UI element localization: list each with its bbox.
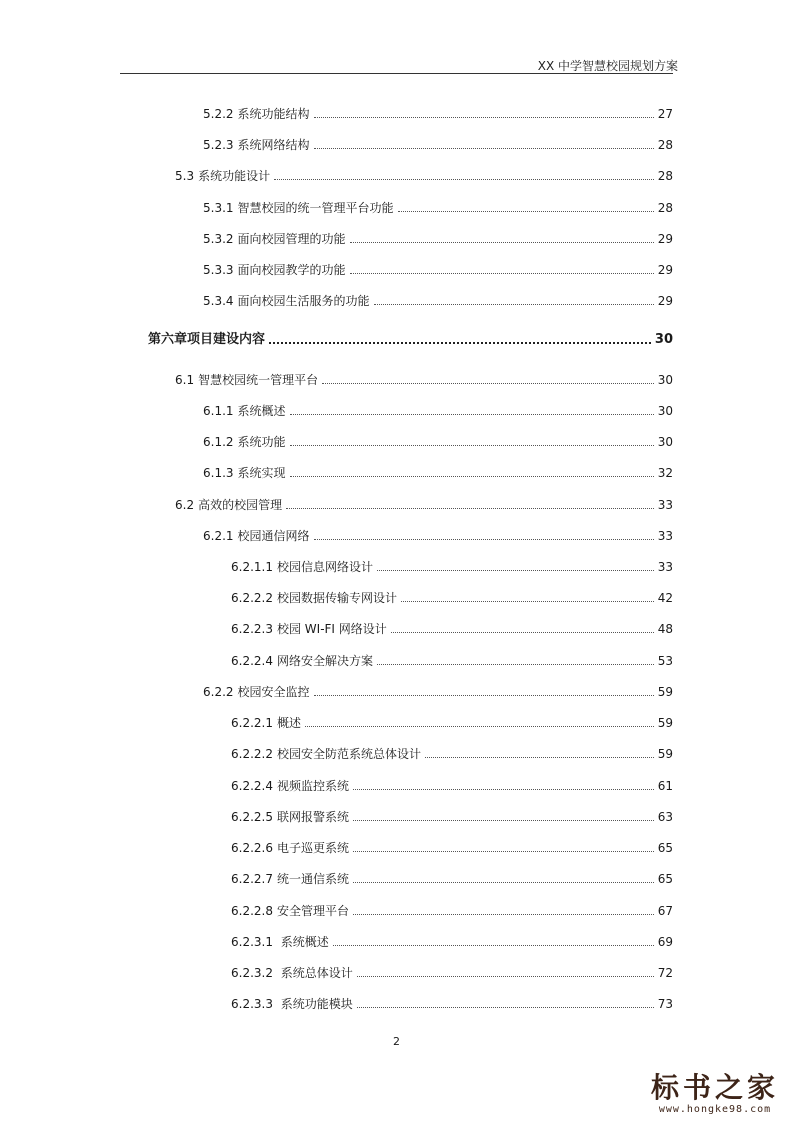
dot-leader (305, 726, 654, 727)
dot-leader (357, 976, 654, 977)
toc-entry-title: 系统功能 (237, 435, 286, 449)
toc-entry[interactable] (203, 525, 673, 543)
toc-entry-title: 高效的校园管理 (198, 498, 283, 512)
toc-entry-page: 65 (657, 872, 673, 886)
toc-entry[interactable] (231, 900, 673, 918)
toc-entry-page: 59 (657, 747, 673, 761)
toc-entry-page: 28 (657, 201, 673, 215)
dot-leader (353, 820, 654, 821)
toc-entry-number: 6.2.1 (203, 529, 234, 543)
dot-leader (425, 757, 654, 758)
dot-leader (377, 570, 654, 571)
dot-leader (290, 445, 654, 446)
toc-entry[interactable] (231, 650, 673, 668)
toc-entry-number: 6.2.3.1 (231, 935, 273, 949)
toc-entry[interactable] (231, 618, 673, 636)
toc-entry[interactable] (203, 103, 673, 121)
toc-entry-page: 29 (657, 232, 673, 246)
toc-entry-title: 校园安全防范系统总体设计 (276, 747, 421, 761)
dot-leader (322, 383, 654, 384)
toc-entry-number: 6.2.2.8 (231, 904, 273, 918)
toc-entry-title: 安全管理平台 (276, 904, 349, 918)
toc-entry-title: 联网报警系统 (276, 810, 349, 824)
toc-entry-page: 30 (657, 373, 673, 387)
toc-entry-title: 视频监控系统 (276, 779, 349, 793)
toc-entry-title: 第六章项目建设内容 (148, 332, 266, 347)
toc-entry-title: 系统功能模块 (276, 997, 353, 1011)
toc-entry-page: 69 (657, 935, 673, 949)
toc-entry-title: 校园信息网络设计 (276, 560, 373, 574)
toc-entry-number: 6.2.2.7 (231, 872, 273, 886)
toc-entry-title: 校园安全监控 (237, 685, 310, 699)
toc-entry-number: 6.1.1 (203, 404, 234, 418)
toc-entry-title: 面向校园生活服务的功能 (237, 294, 370, 308)
toc-entry-title: 系统概述 (276, 935, 329, 949)
toc-entry-page: 33 (657, 498, 673, 512)
toc-entry-page: 73 (657, 997, 673, 1011)
toc-entry-number: 6.2.2.2 (231, 591, 273, 605)
dot-leader (269, 342, 651, 344)
dot-leader (353, 882, 654, 883)
toc-entry[interactable] (203, 197, 673, 215)
toc-entry-title: 面向校园管理的功能 (237, 232, 346, 246)
toc-entry-number: 6.2.2.2 (231, 747, 273, 761)
toc-entry-page: 28 (657, 138, 673, 152)
toc-entry-title: 系统概述 (237, 404, 286, 418)
toc-entry-number: 6.2.2.3 (231, 622, 273, 636)
toc-entry[interactable] (231, 587, 673, 605)
toc-entry-number: 6.2.2.5 (231, 810, 273, 824)
toc-entry-number: 5.3 (175, 169, 195, 183)
toc-entry-title: 概述 (276, 716, 301, 730)
dot-leader (333, 945, 654, 946)
toc-entry[interactable] (231, 837, 673, 855)
toc-entry-number: 6.2.3.3 (231, 997, 273, 1011)
toc-entry-page: 30 (657, 435, 673, 449)
toc-entry-title: 面向校园教学的功能 (237, 263, 346, 277)
toc-entry-number: 6.2.2 (203, 685, 234, 699)
toc-entry-number: 6.1 (175, 373, 195, 387)
toc-entry[interactable] (231, 993, 673, 1011)
toc-entry-number: 5.3.1 (203, 201, 234, 215)
toc-entry[interactable] (231, 743, 673, 761)
toc-entry-title: 统一通信系统 (276, 872, 349, 886)
dot-leader (350, 242, 654, 243)
dot-leader (290, 414, 654, 415)
watermark-url: www.hongke98.com (658, 1104, 772, 1115)
toc-entry[interactable] (203, 462, 673, 480)
toc-entry-page: 29 (657, 294, 673, 308)
toc-entry-title: 网络安全解决方案 (276, 654, 373, 668)
toc-entry-page: 30 (657, 404, 673, 418)
toc-entry-page: 33 (657, 560, 673, 574)
toc-entry-number: 6.2.2.4 (231, 654, 273, 668)
toc-entry-page: 42 (657, 591, 673, 605)
toc-entry-page: 63 (657, 810, 673, 824)
toc-entry-page: 32 (657, 466, 673, 480)
toc-entry-page: 29 (657, 263, 673, 277)
toc-entry[interactable] (231, 712, 673, 730)
watermark-text: 标书之家 (650, 1071, 779, 1104)
dot-leader (353, 851, 654, 852)
toc-entry-page: 65 (657, 841, 673, 855)
toc-entry[interactable] (203, 681, 673, 699)
dot-leader (314, 148, 654, 149)
toc-entry[interactable] (231, 556, 673, 574)
toc-entry-number: 6.2.2.1 (231, 716, 273, 730)
dot-leader (274, 179, 654, 180)
toc-entry[interactable] (175, 494, 673, 512)
toc-entry-title: 智慧校园统一管理平台 (198, 373, 319, 387)
dot-leader (391, 632, 654, 633)
toc-entry-title: 系统网络结构 (237, 138, 310, 152)
dot-leader (350, 273, 654, 274)
toc-entry-page: 67 (657, 904, 673, 918)
toc-entry-page: 59 (657, 685, 673, 699)
toc-entry[interactable] (203, 290, 673, 308)
toc-entry-title: 电子巡更系统 (276, 841, 349, 855)
toc-entry-page: 28 (657, 169, 673, 183)
toc-entry-number: 6.2.3.2 (231, 966, 273, 980)
dot-leader (314, 117, 654, 118)
toc-entry-page: 61 (657, 779, 673, 793)
dot-leader (314, 539, 654, 540)
toc-entry[interactable] (175, 369, 673, 387)
toc-entry-page: 59 (657, 716, 673, 730)
toc-entry-number: 5.2.2 (203, 107, 234, 121)
page-number: 2 (393, 1035, 400, 1048)
dot-leader (353, 914, 654, 915)
toc-entry-page: 27 (657, 107, 673, 121)
toc-entry[interactable] (231, 806, 673, 824)
toc-entry-title: 系统实现 (237, 466, 286, 480)
toc-entry[interactable] (231, 962, 673, 980)
toc-entry-number: 5.3.4 (203, 294, 234, 308)
toc-entry-title: 系统功能设计 (198, 169, 271, 183)
toc-entry-title: 校园 WI-FI 网络设计 (276, 622, 387, 636)
watermark-logo (651, 1066, 779, 1115)
toc-entry[interactable] (175, 165, 673, 183)
dot-leader (286, 508, 654, 509)
toc-entry-page: 72 (657, 966, 673, 980)
toc-entry[interactable] (148, 329, 673, 347)
toc-entry[interactable] (231, 931, 673, 949)
dot-leader (398, 211, 654, 212)
dot-leader (353, 789, 654, 790)
toc-entry-number: 6.1.3 (203, 466, 234, 480)
dot-leader (377, 664, 654, 665)
toc-entry[interactable] (203, 259, 673, 277)
toc-entry-title: 校园通信网络 (237, 529, 310, 543)
toc-entry-number: 6.1.2 (203, 435, 234, 449)
toc-entry-number: 5.2.3 (203, 138, 234, 152)
toc-entry[interactable] (203, 400, 673, 418)
toc-entry-number: 6.2.2.4 (231, 779, 273, 793)
dot-leader (290, 476, 654, 477)
toc-entry-number: 6.2.2.6 (231, 841, 273, 855)
toc-entry-page: 33 (657, 529, 673, 543)
toc-entry-number: 6.2.1.1 (231, 560, 273, 574)
running-header-title: XX 中学智慧校园规划方案 (537, 59, 678, 73)
toc-entry[interactable] (231, 775, 673, 793)
toc-entry-title: 智慧校园的统一管理平台功能 (237, 201, 394, 215)
toc-entry-title: 校园数据传输专网设计 (276, 591, 397, 605)
toc-entry-title: 系统功能结构 (237, 107, 310, 121)
toc-entry-page: 48 (657, 622, 673, 636)
toc-entry[interactable] (203, 228, 673, 246)
toc-entry[interactable] (203, 431, 673, 449)
dot-leader (374, 304, 654, 305)
toc-entry-number: 5.3.2 (203, 232, 234, 246)
toc-entry-number: 6.2 (175, 498, 195, 512)
toc-entry-number: 5.3.3 (203, 263, 234, 277)
toc-entry-page: 53 (657, 654, 673, 668)
toc-entry[interactable] (231, 868, 673, 886)
toc-entry-title: 系统总体设计 (276, 966, 353, 980)
dot-leader (401, 601, 654, 602)
dot-leader (357, 1007, 654, 1008)
toc-entry[interactable] (203, 134, 673, 152)
toc-entry-page: 30 (654, 332, 673, 347)
dot-leader (314, 695, 654, 696)
